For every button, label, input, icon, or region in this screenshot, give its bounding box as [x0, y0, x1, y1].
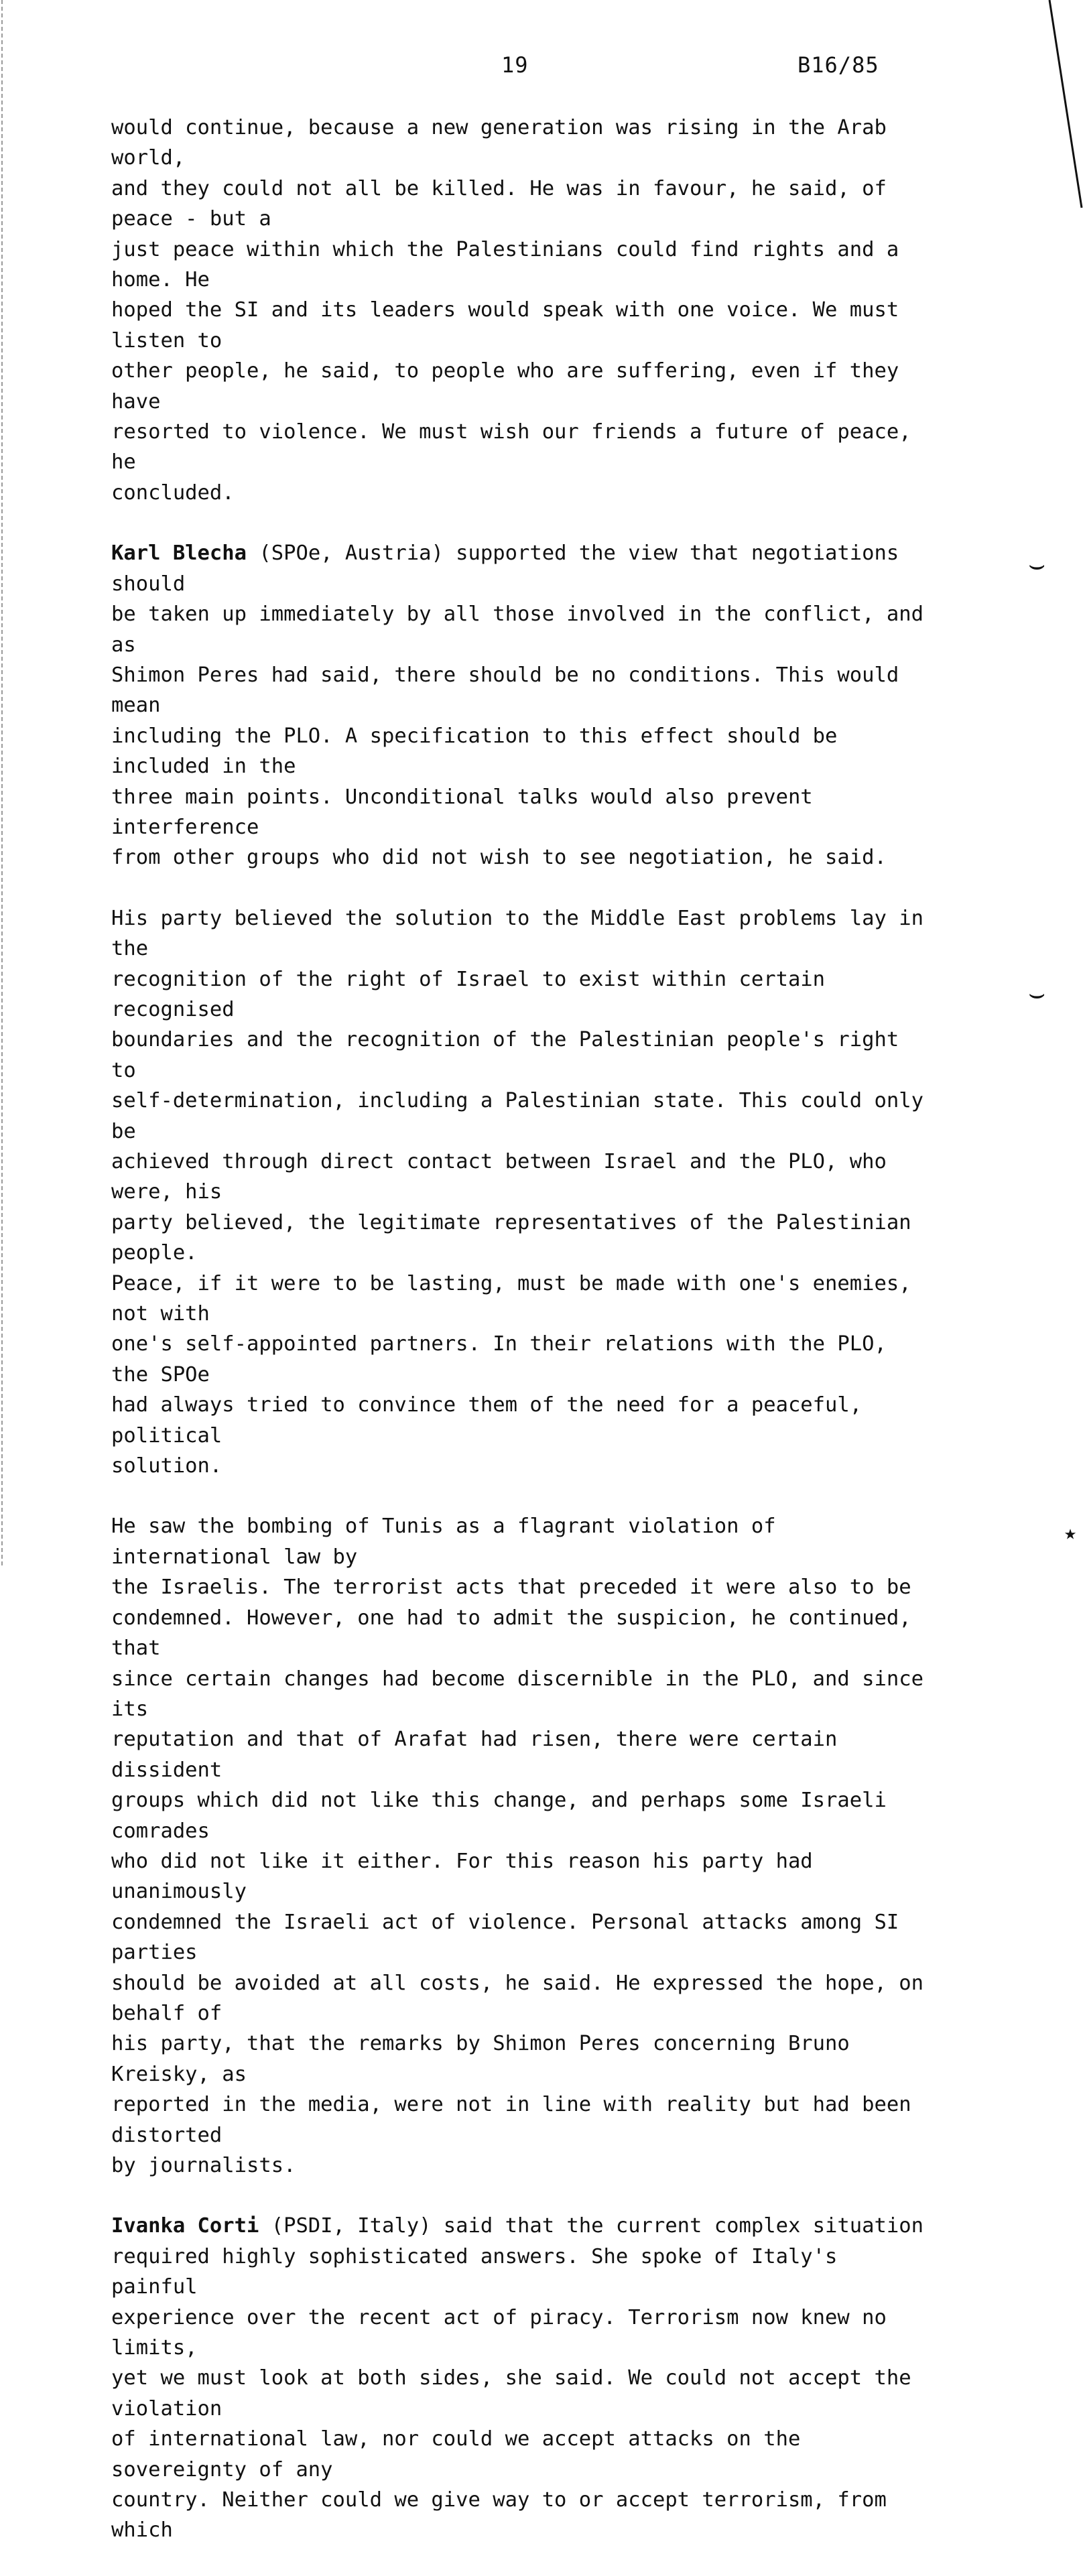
document-reference: B16/85: [798, 52, 879, 78]
page-number: 19: [501, 52, 529, 78]
paragraph-text: His party believed the solution to the Middle East problems lay in the recognition of the right of Israel to exist within certain recognised boundaries and the recognition of the Palestinian people's right to self-determination, including a Palestinian state. This could only be achieved through direct contact between Israel and the PLO, who were, his party believed, the legitimate representatives of the Palestinian people. Peace, if it were to be lasting, must be made with one's enemies, not with one's self-appointed partners. In their relations with the PLO, the SPOe had always tried to convince them of the need for a peaceful, political solution.: [111, 906, 923, 1478]
paragraph-text: would continue, because a new generation was rising in the Arab world, and they could not all be killed. He was in favour, he said, of peace - but a just peace within which the Palestinians could find rights and a home. He hoped the SI and its leaders would speak with one voice. We must listen to other people, he said, to people who are suffering, even if they have resorted to violence. We must wish our friends a future of peace, he concluded.: [111, 116, 911, 505]
margin-check-mark: ⌣: [1028, 550, 1046, 580]
paragraph: [111, 903, 936, 1482]
body-text: [111, 113, 936, 2576]
paragraph: [111, 2211, 936, 2545]
paragraph-text: (PSDI, Italy) said that the current complex situation required highly sophisticated answers. She spoke of Italy's painful experience over the recent act of piracy. Terrorism now knew no limits, yet we must look at both sides, she said. We could not accept the violation of international law, nor could we accept attacks on the sovereignty of any country. Neither could we give way to or accept terrorism, from which: [111, 2214, 923, 2542]
speaker-name: Karl Blecha: [111, 541, 247, 566]
margin-check-mark: ⌣: [1028, 978, 1046, 1009]
scan-edge-mark: [1043, 0, 1083, 214]
paragraph-text: (SPOe, Austria) supported the view that negotiations should be taken up immediately by all those involved in the conflict, and as Shimon Peres had said, there should be no conditions. This would mean including the PLO. A specification to this effect should be included in the three main points. Unconditional talks would also prevent interference from other groups who did not wish to see negotiation, he said.: [111, 541, 923, 870]
scan-margin-line: [1, 0, 3, 1565]
speaker-name: Ivanka Corti: [111, 2214, 259, 2238]
paragraph: [111, 538, 936, 873]
margin-star-mark: ★: [1064, 1521, 1077, 1545]
paragraph: [111, 1511, 936, 2181]
paragraph: [111, 113, 936, 508]
paragraph-text: He saw the bombing of Tunis as a flagrant violation of international law by the Israelis. The terrorist acts that preceded it were also to be condemned. However, one had to admit the suspicion, he continued, that since certain changes had become discernible in the PLO, and since its reputation and that of Arafat had risen, there were certain dissident groups which did not like this change, and perhaps some Israeli comrades who did not like it either. For this reason his party had unanimously condemned the Israeli act of violence. Personal attacks among SI parties should be avoided at all costs, he said. He expressed the hope, on behalf of his party, that the remarks by Shimon Peres concerning Bruno Kreisky, as reported in the media, were not in line with reality but had been distorted by journalists.: [111, 1515, 923, 2177]
